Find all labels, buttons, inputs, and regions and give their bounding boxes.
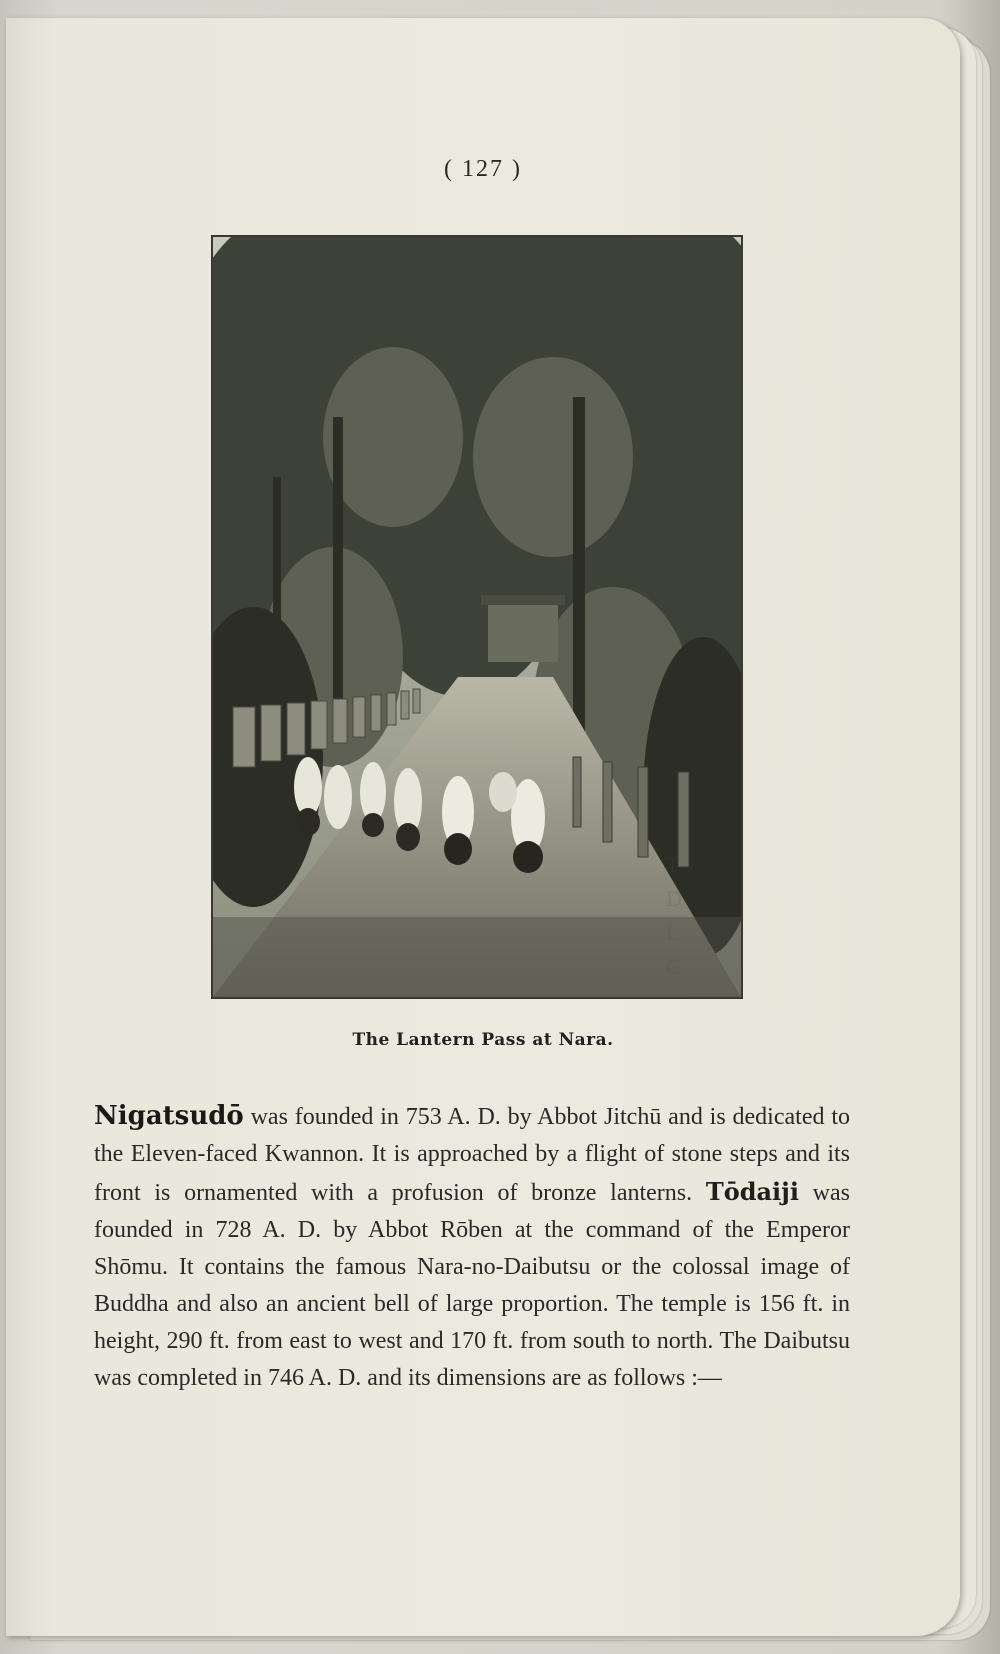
book-page (6, 18, 960, 1636)
paragraph-text-1: was founded in 753 A. D. by Abbot Jitchū and is dedicated to the Eleven-faced Kwannon. It is approached by a flight of stone steps and its front is ornamented with a profusion of bronze lanterns. (94, 1104, 850, 1206)
lantern-pass-photo (211, 235, 743, 999)
page-number: ( 127 ) (444, 156, 522, 182)
paragraph-text-2: was founded in 728 A. D. by Abbot Rōben at the command of the Emperor Shōmu. It contains the famous Nara-no-Daibutsu or the colossal image of Buddha and also an ancient bell of large proportion. The temple is 156 ft. in height, 290 ft. from east to west and 170 ft. from south to north. The Daibutsu was completed in 746 A. D. and its dimensions are as follows :— (94, 1180, 850, 1391)
lead-term: Nigatsudō (94, 1101, 244, 1131)
photo-caption: The Lantern Pass at Nara. (352, 1030, 614, 1050)
term-todaiji: Tōdaiji (705, 1177, 799, 1206)
body-paragraph (94, 1098, 850, 1397)
photo-illustration (213, 237, 741, 997)
bleed-through-text: T D L C (666, 852, 682, 979)
